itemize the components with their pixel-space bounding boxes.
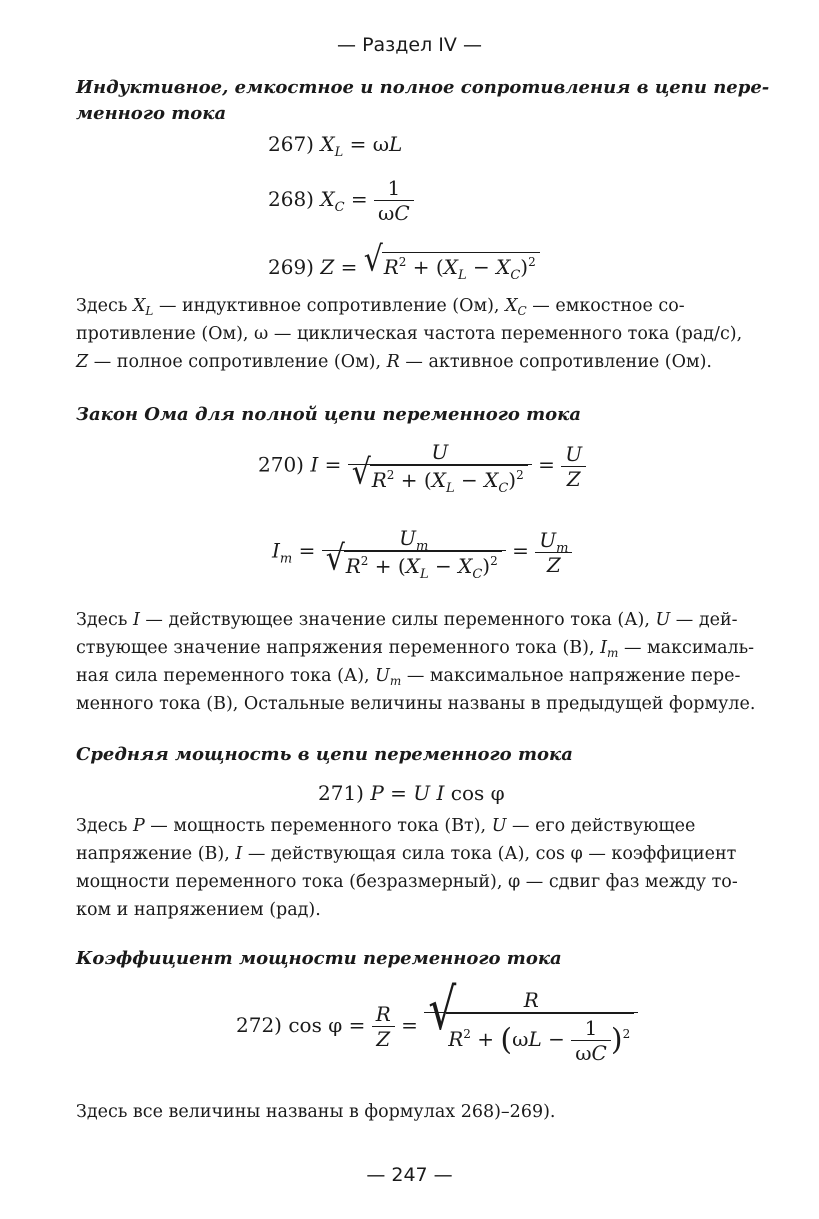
- formula-number: 270): [258, 452, 304, 477]
- paragraph-power-factor: Здесь все величины названы в формулах 268)–269).: [76, 1102, 556, 1122]
- formula-270-max: $I_m$ = $U_m$ √ $R^2 + (X_L - X_C)^2$ = $\frac{U_m}{Z}$: [272, 526, 572, 578]
- formula-number: 268): [268, 187, 314, 211]
- fraction: $\frac{1}{\omega C}$: [374, 176, 414, 225]
- square-root: √ $R^2 + (X_L - X_C)^2$: [364, 252, 540, 279]
- fraction: $\frac{U_m}{Z}$: [535, 528, 572, 577]
- section-title-power: Средняя мощность в цепи переменного тока: [76, 744, 573, 765]
- formula-number: 267): [268, 132, 314, 156]
- page-number: — 247 —: [366, 1164, 453, 1186]
- section-title-power-factor: Коэффициент мощности переменного тока: [76, 948, 562, 969]
- page-header: — Раздел IV —: [337, 34, 482, 56]
- formula-number: 271): [318, 781, 364, 805]
- section-title-impedance: [76, 75, 776, 127]
- paragraph-ohm-law: Здесь I — действующее значение силы переменного тока (А), U — дей- ствующее значение напряжения переменного тока (В), $I_m$ — максималь- ная сила переменного тока (А), $U_m$ — максимальное напряжение пере- менного тока (В), Остальные величины названы в предыдущей формуле.: [76, 610, 756, 714]
- formula-271: 271) P = U I cos φ: [318, 781, 505, 805]
- fraction: $\frac{R}{Z}$: [372, 1002, 395, 1051]
- formula-268: 268) $X_C$ = $\frac{1}{\omega C}$: [268, 176, 414, 225]
- formula-272: 272) cos φ = $\frac{R}{Z}$ = R √ $R^2 + (\omega L$ − $\frac{1}{\omega C}$ )$^2$: [236, 988, 638, 1065]
- paragraph-power: Здесь P — мощность переменного тока (Вт), U — его действующее напряжение (В), I — действующая сила тока (А), cos φ — коэффициент мощности переменного тока (безразмерный), φ — сдвиг фаз между то- ком и напряжением (рад).: [76, 816, 738, 920]
- fraction: U √ $R^2 + (X_L - X_C)^2$: [348, 440, 532, 492]
- section-title-ohm-law: Закон Ома для полной цепи переменного тока: [76, 404, 582, 425]
- fraction: R √ $R^2 + (\omega L$ − $\frac{1}{\omega C}$ )$^2$: [424, 988, 638, 1065]
- section-title-line: менного тока: [76, 103, 227, 124]
- paragraph-impedance: Здесь $X_L$ — индуктивное сопротивление (Ом), $X_C$ — емкостное со- противление (Ом), ω — циклическая частота переменного тока (рад/с), Z — полное сопротивление (Ом), R — активное сопротивление (Ом).: [76, 296, 743, 372]
- fraction: $\frac{U}{Z}$: [561, 442, 586, 491]
- formula-number: 272): [236, 1013, 282, 1037]
- formula-number: 269): [268, 255, 314, 279]
- formula-267: 267) $X_L = \omega L$: [268, 132, 403, 160]
- section-title-line: Индуктивное, емкостное и полное сопротивления в цепи пере-: [76, 77, 770, 98]
- formula-270: 270) I = U √ $R^2 + (X_L - X_C)^2$ = $\frac{U}{Z}$: [258, 440, 586, 492]
- formula-269: 269) Z = √ $R^2 + (X_L - X_C)^2$: [268, 252, 540, 279]
- fraction: $U_m$ √ $R^2 + (X_L - X_C)^2$: [322, 526, 506, 578]
